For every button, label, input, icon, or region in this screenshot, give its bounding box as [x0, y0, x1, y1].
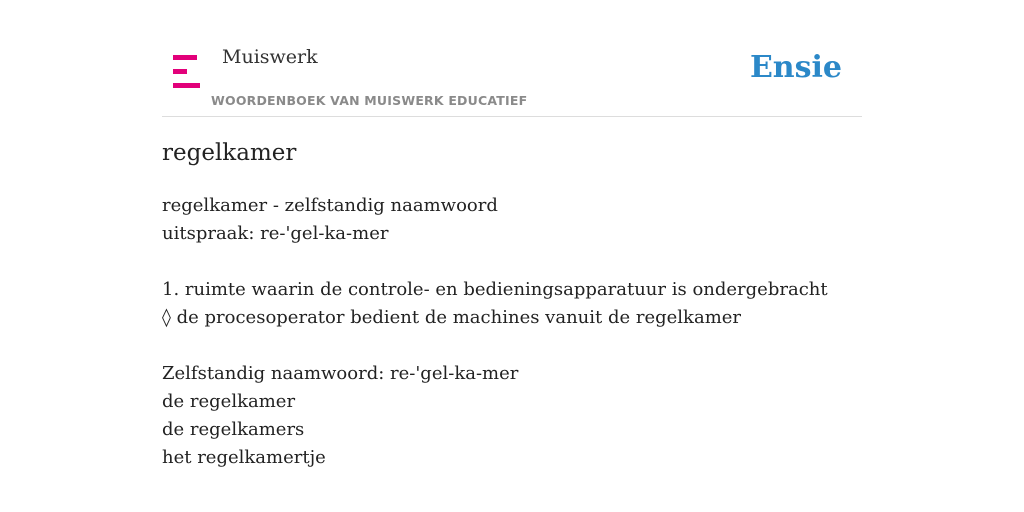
- definition-blank-line: [162, 248, 862, 276]
- logo-bar-top: [173, 55, 197, 60]
- muiswerk-logo-icon[interactable]: [173, 55, 200, 88]
- page-title: regelkamer: [162, 140, 297, 166]
- logo-bar-bottom: [173, 83, 200, 88]
- logo-bar-middle: [173, 69, 187, 74]
- definition-blank-line: [162, 332, 862, 360]
- definition-line-plural: de regelkamers: [162, 419, 305, 440]
- definition-line-singular: de regelkamer: [162, 391, 296, 412]
- definition-line-meaning: 1. ruimte waarin de controle- en bedieningsapparatuur is ondergebracht: [162, 279, 828, 300]
- definition-line-word-type: regelkamer - zelfstandig naamwoord: [162, 195, 498, 216]
- site-subtitle: WOORDENBOEK VAN MUISWERK EDUCATIEF: [211, 93, 528, 108]
- header: [162, 0, 862, 117]
- definition-line-diminutive: het regelkamertje: [162, 447, 326, 468]
- definition-body: [162, 192, 862, 472]
- site-name-link[interactable]: Muiswerk: [222, 46, 318, 68]
- ensie-brand-logo[interactable]: Ensie: [749, 50, 842, 85]
- definition-line-inflection-heading: Zelfstandig naamwoord: re-'gel-ka-mer: [162, 363, 519, 384]
- definition-line-pronunciation: uitspraak: re-'gel-ka-mer: [162, 223, 389, 244]
- definition-line-example: ◊ de procesoperator bedient de machines vanuit de regelkamer: [162, 307, 742, 328]
